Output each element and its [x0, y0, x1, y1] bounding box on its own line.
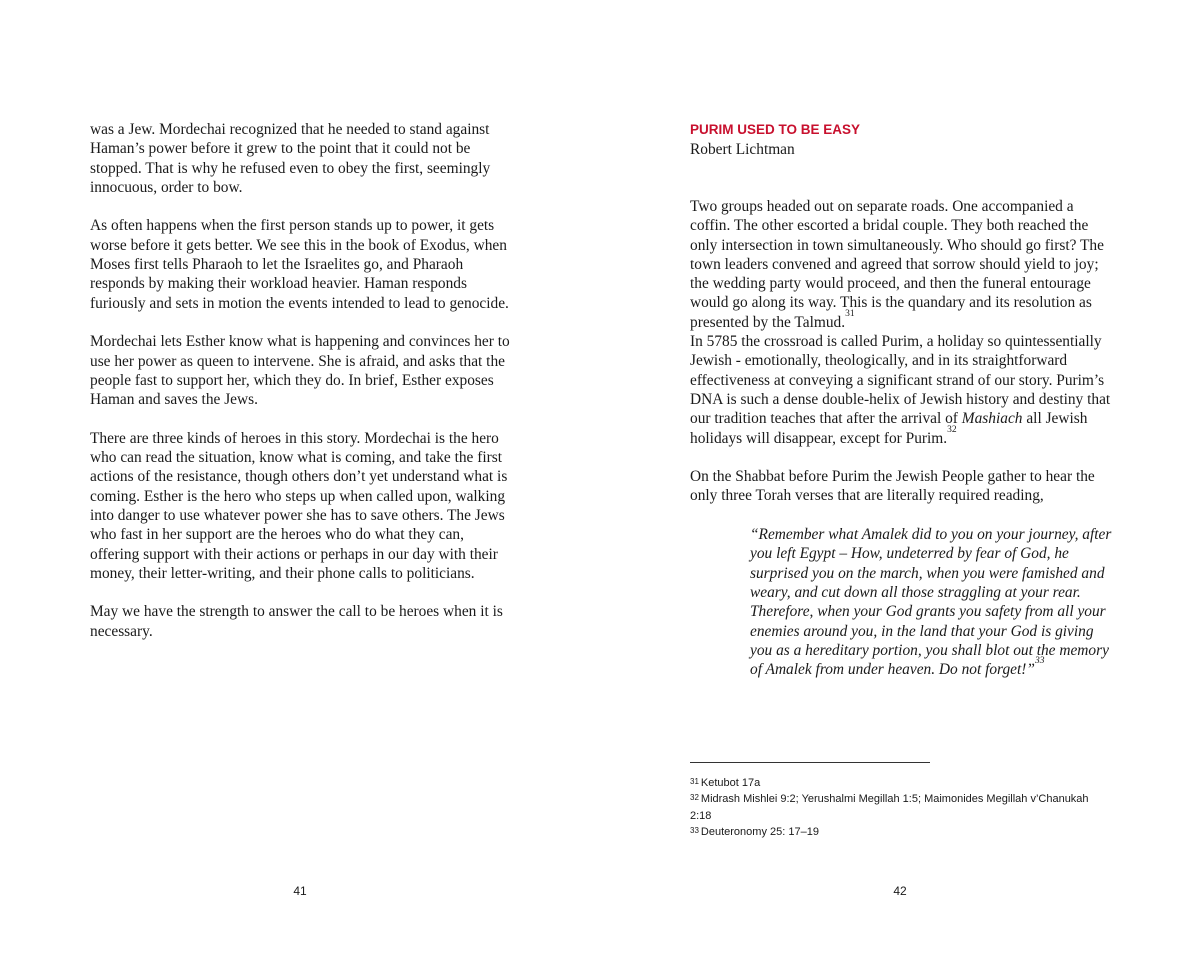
block-quote: “Remember what Amalek did to you on your journey, after you left Egypt – How, undeterred by fear of God, he surprised you on the march, when you were famished and weary, and cut down all those straggling at your rear. Therefore, when your God grants you safety from all your enemies around you, in the land that your God is giving you as a hereditary portion, you shall blot out the memory of Amalek from under heaven. Do not forget!”$^{33}$ [750, 526, 1112, 679]
footnote: $^{33}$ Deuteronomy 25: 17–19 [690, 825, 819, 838]
footnotes [690, 762, 1110, 840]
author-name: Robert Lichtman [690, 141, 795, 158]
paragraph: As often happens when the first person stands up to power, it gets worse before it gets better. We see this in the book of Exodus, when Moses first tells Pharaoh to let the Israelites go, and Pharaoh responds by making their workload heavier. Haman responds furiously and sets in motion the events intended to lead to genocide. [90, 217, 509, 312]
emphasis-term: Mashiach [961, 410, 1023, 428]
footnote-divider [690, 762, 930, 763]
paragraph: On the Shabbat before Purim the Jewish People gather to hear the only three Torah verses that are literally required reading, [690, 468, 1095, 505]
right-page-body [690, 120, 1115, 679]
paragraph: May we have the strength to answer the call to be heroes when it is necessary. [90, 603, 503, 640]
left-page-body [90, 120, 515, 641]
footnote-ref: 31 [845, 308, 855, 319]
page-number: 42 [893, 884, 907, 898]
footnote-ref: 33 [1034, 656, 1045, 667]
paragraph: was a Jew. Mordechai recognized that he needed to stand against Haman’s power before it grew to the point that it could not be stopped. That is why he refused even to obey the first, seemingly innocuous, order to bow. [90, 121, 491, 196]
footnote: $^{32}$ Midrash Mishlei 9:2; Yerushalmi Megillah 1:5; Maimonides Megillah v’Chanukah 2:18 [690, 793, 1089, 822]
page-number: 41 [293, 884, 307, 898]
footnote: $^{31}$ Ketubot 17a [690, 777, 761, 789]
right-page [600, 0, 1200, 960]
paragraph: Two groups headed out on separate roads. One accompanied a coffin. The other escorted a bridal couple. They both reached the only intersection in town simultaneously. Who should go first? The town leaders convened and agreed that sorrow should yield to joy; the wedding party would proceed, and then the funeral entourage would go along its way. This is the quandary and its resolution as presented by the Talmud.$^{31}$ [690, 198, 1104, 331]
chapter-title: PURIM USED TO BE EASY [690, 122, 861, 137]
footnote-ref: 32 [947, 424, 957, 435]
paragraph: There are three kinds of heroes in this story. Mordechai is the hero who can read the situation, know what is coming, and take the first actions of the resistance, though others don’t yet understand what is coming. Esther is the hero who steps up when called upon, walking into danger to use whatever power she has to save others. The Jews who fast in her support are the heroes who do what they can, offering support with their actions or perhaps in our day with their money, their letter-writing, and their phone calls to politicians. [90, 429, 508, 582]
paragraph: In 5785 the crossroad is called Purim, a holiday so quintessentially Jewish - emotionally, theologically, and in its straightforward effectiveness at conveying a significant strand of our story. Purim’s DNA is such a dense double-helix of Jewish history and destiny that our tradition teaches that after the arrival of Mashiach all Jewish holidays will disappear, except for Purim.$^{32}$ [690, 333, 1111, 447]
paragraph: Mordechai lets Esther know what is happening and convinces her to use her power as queen to intervene. She is afraid, and asks that the people fast to support her, which they do. In brief, Esther exposes Haman and saves the Jews. [90, 333, 510, 409]
